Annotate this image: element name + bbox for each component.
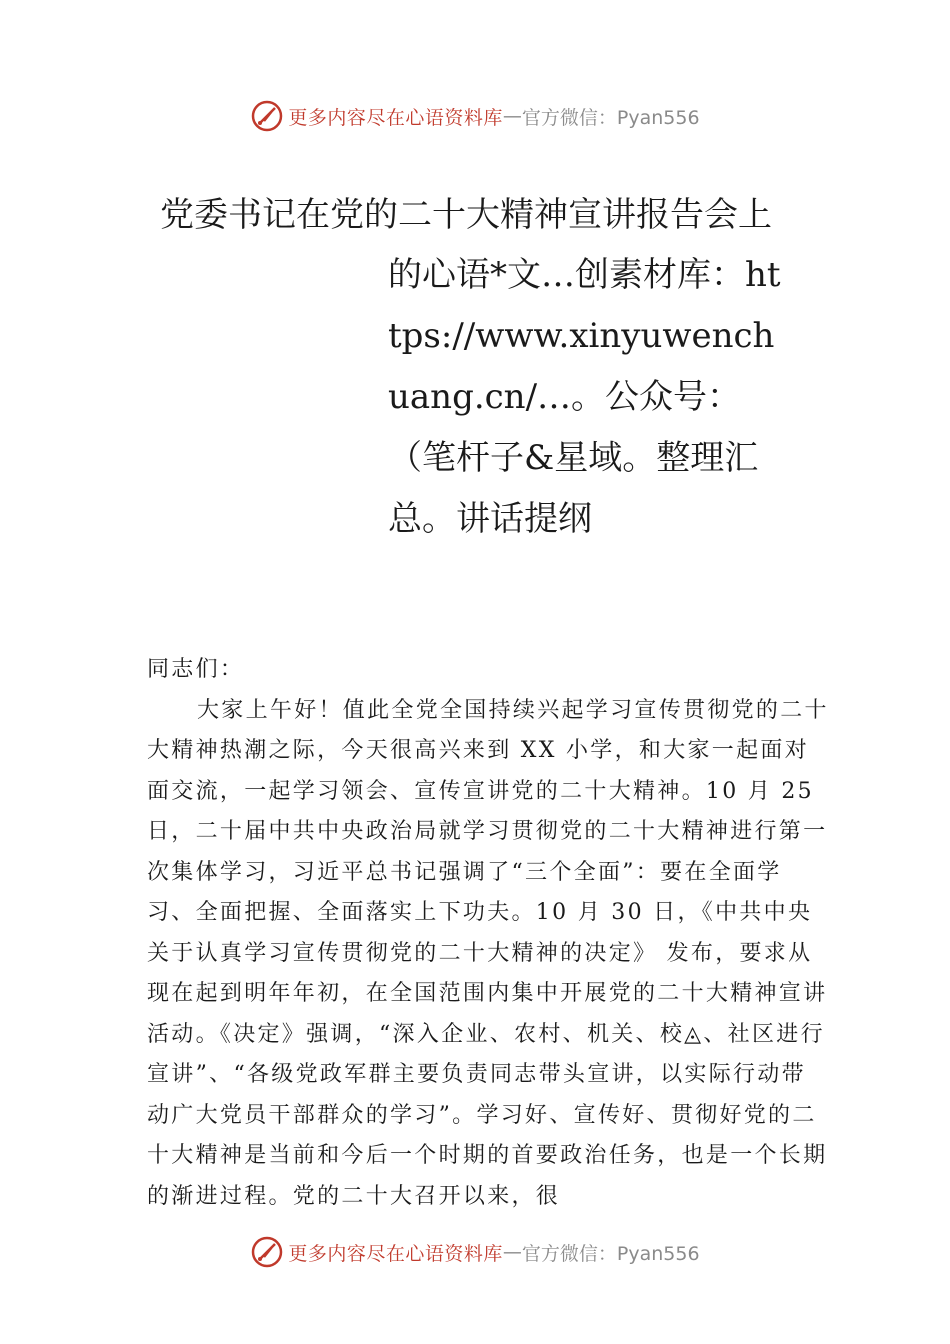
banner-promo-text: 更多内容尽在心语资料库 [288,1242,503,1265]
footer-banner [0,1232,950,1272]
banner-dash: — [502,1241,522,1263]
header-banner [0,96,950,136]
quill-seal-icon [250,1235,284,1269]
document-title: 党委书记在党的二十大精神宣讲报告会上 [160,195,772,235]
quill-seal-icon [250,99,284,133]
banner-dash: — [502,105,522,127]
document-body [147,650,829,1217]
banner-wechat-text: 官方微信：Pyan556 [521,106,700,129]
body-paragraph: 大家上午好！值此全党全国持续兴起学习宣传贯彻党的二十大精神热潮之际，今天很高兴来到 XX 小学，和大家一起面对面交流，一起学习领会、宣传宣讲党的二十大精神。10 月 25 日，二十届中共中央政治局就学习贯彻党的二十大精神进行第一次集体学习，习近平总书记强调了“三个全面”：要在全面学习、全面把握、全面落实上下功夫。10 月 30 日，《中共中央关于认真学习宣传贯彻党的二十大精神的决定》 发布，要求从现在起到明年年初，在全国范围内集中开展党的二十大精神宣讲活动。《决定》强调，“深入企业、农村、机关、校◬、社区进行宣讲”、“各级党政军群主要负责同志带头宣讲，以实际行动带动广大党员干部群众的学习”。学习好、宣传好、贯彻好党的二十大精神是当前和今后一个时期的首要政治任务，也是一个长期的渐进过程。党的二十大召开以来，很 [147,697,829,1209]
document-title-continuation: 的心语*文…创素材库：https://www.xinyuwenchuang.cn/…。公众号：（笔杆子&星域。整理汇总。讲话提纲 [388,255,781,539]
banner-wechat-text: 官方微信：Pyan556 [521,1242,700,1265]
salutation: 同志们： [147,657,245,682]
banner-promo-text: 更多内容尽在心语资料库 [288,106,503,129]
